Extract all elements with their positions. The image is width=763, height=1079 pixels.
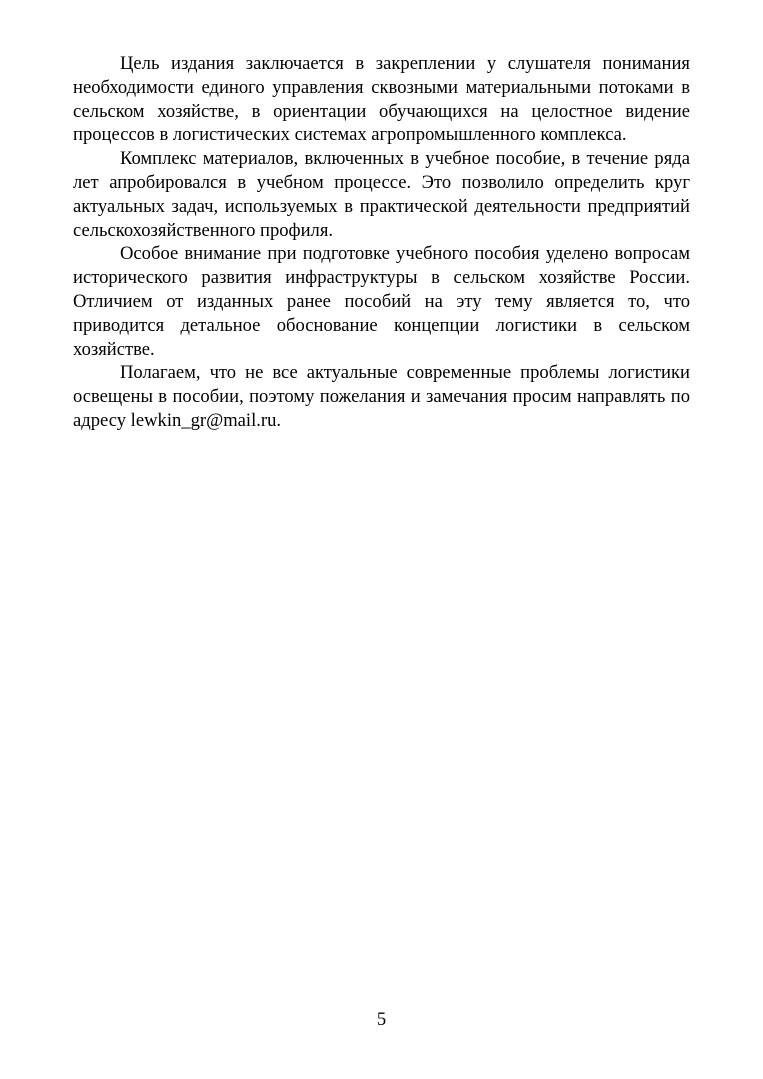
page-number: 5: [376, 1009, 387, 1030]
paragraph-purpose: Цель издания заключается в закреплении у слушателя понимания необходимости единого управления сквозными материальными потоками в сельском хозяйстве, в ориентации обучающихся на целостное видение процессов в логистических системах агропромышленного комплекса.: [73, 53, 690, 146]
page-body: [73, 52, 690, 433]
paragraph-feedback: Полагаем, что не все актуальные современные проблемы логистики освещены в пособии, поэтому пожелания и замечания просим направлять по адресу lewkin_gr@mail.ru.: [73, 362, 690, 431]
paragraph-materials: Комплекс материалов, включенных в учебное пособие, в течение ряда лет апробировался в учебном процессе. Это позволило определить круг актуальных задач, используемых в практической деятельности предприятий сельскохозяйственного профиля.: [73, 148, 690, 241]
paragraph-focus: Особое внимание при подготовке учебного пособия уделено вопросам исторического развития инфраструктуры в сельском хозяйстве России. Отличием от изданных ранее пособий на эту тему является то, что приводится детальное обоснование концепции логистики в сельском хозяйстве.: [73, 243, 690, 360]
